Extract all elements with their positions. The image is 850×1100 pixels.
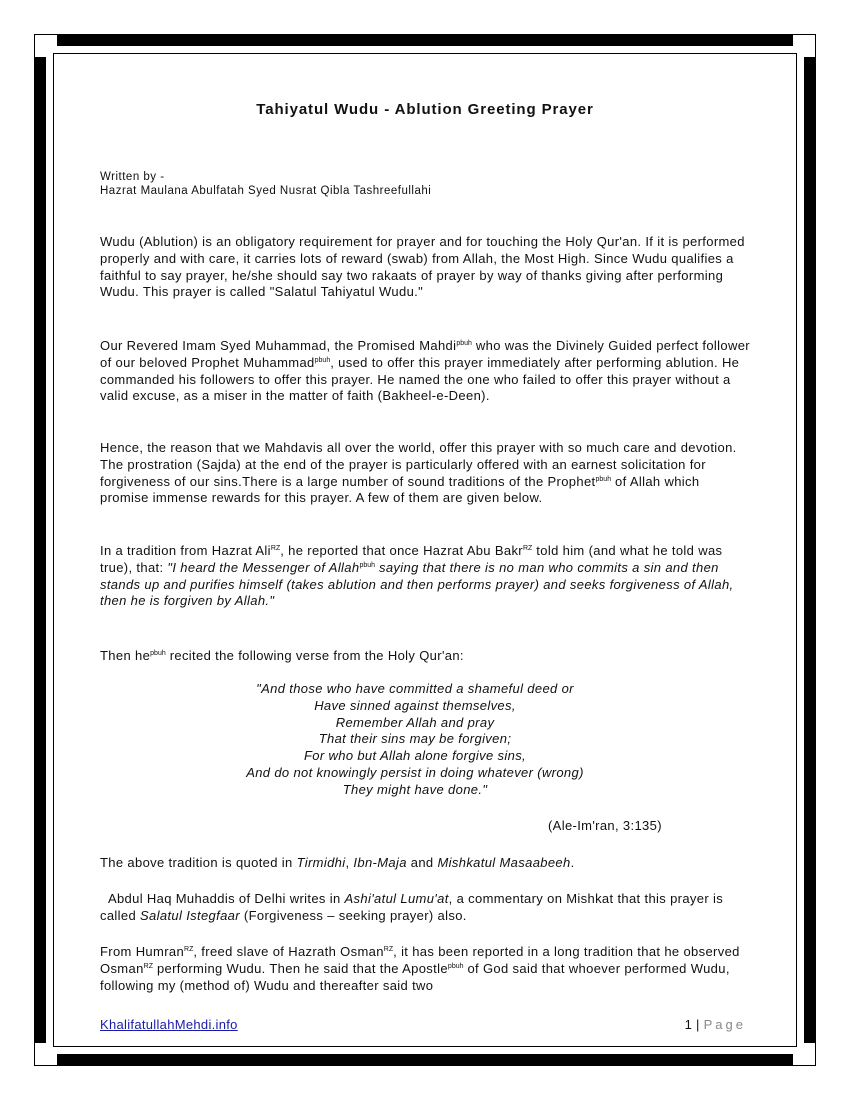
footer-website-link[interactable]: KhalifatullahMehdi.info	[100, 1017, 238, 1032]
page-label: Page	[703, 1017, 746, 1032]
page-border-top	[57, 34, 793, 46]
paragraph-humran: From Humran$^{RZ}$, freed slave of Hazrath Osman$^{RZ}$, it has been reported in a long tradition that he observed Osman$^{RZ}$ performing Wudu. Then he said that the Apostle$^{pbuh}$ of God said that whoever performed Wudu, following my (method of) Wudu and thereafter said two	[100, 944, 740, 993]
page-border-left	[34, 57, 46, 1043]
quran-verse	[200, 681, 630, 799]
paragraph-verse-intro: Then $he^{pbuh}$ recited the following verse from the Holy Qur'an:	[100, 648, 464, 663]
page-separator: |	[692, 1017, 704, 1032]
document-title: Tahiyatul Wudu - Ablution Greeting Prayer	[256, 101, 594, 118]
author-label: Written by -	[100, 171, 165, 183]
page-border-right	[804, 57, 816, 1043]
footer-page-indicator	[685, 1017, 746, 1032]
paragraph-mahdavis: Hence, the reason that we Mahdavis all over the world, offer this prayer with so much care and devotion. The prostration (Sajda) at the end of the prayer is particularly offered with an earnest solicitation for forgiveness of our sins.There is a large number of sound traditions of the Prophet$^{pbuh}$ of Allah which promise immense rewards for this prayer. A few of them are given below.	[100, 440, 737, 506]
author-name: Hazrat Maulana Abulfatah Syed Nusrat Qibla Tashreefullahi	[100, 185, 432, 197]
verse-line: They might have done."	[342, 781, 488, 797]
verse-line: That their sins may be forgiven;	[318, 731, 512, 747]
paragraph-imam: Our Revered Imam Syed Muhammad, the Promised Mahdi$^{pbuh}$ who was the Divinely Guided perfect follower of our beloved Prophet Muhammad$^{pbuh}$, used to offer this prayer immediately after performing ablution. He commanded his followers to offer this prayer. He named the one who failed to offer this prayer without a valid excuse, as a miser in the matter of faith (Bakheel-e-Deen).	[100, 338, 750, 404]
verse-line: Remember Allah and pray	[335, 714, 495, 730]
page-number: 1	[684, 1017, 693, 1032]
paragraph-muhaddis: Abdul Haq Muhaddis of Delhi writes in Ashi'atul Lumu'at, a commentary on Mishkat that this prayer is called Salatul Istegfaar (Forgiveness – seeking prayer) also.	[100, 891, 728, 923]
verse-line: Have sinned against themselves,	[314, 697, 516, 713]
author-block	[100, 170, 750, 198]
paragraph-tradition-ali: In a tradition from Hazrat Ali$^{RZ}$, he reported that once Hazrat Abu Bakr$^{RZ}$ told him (and what he told was true), that: "I heard the Messenger of Allah$^{pbuh}$ saying that there is no man who commits a sin and then stands up and purifies himself (takes ablution and then performs prayer) and seeks forgiveness of Allah, then he is forgiven by Allah."	[100, 543, 734, 609]
page-border-bottom	[57, 1054, 793, 1066]
paragraph-intro: Wudu (Ablution) is an obligatory requirement for prayer and for touching the Holy Qur'an. If it is performed properly and with care, it carries lots of reward (swab) from Allah, the Most High. Since Wudu qualifies a faithful to say prayer, he/she should say two rakaats of prayer by way of thanks giving after performing Wudu. This prayer is called "Salatul Tahiyatul Wudu."	[100, 234, 745, 300]
paragraph-sources: The above tradition is quoted in Tirmidhi, Ibn-Maja and Mishkatul Masaabeeh.	[100, 855, 575, 870]
verse-reference: (Ale-Im'ran, 3:135)	[548, 818, 662, 833]
verse-line: "And those who have committed a shameful deed or	[256, 681, 574, 696]
verse-line: And do not knowingly persist in doing whatever (wrong)	[246, 764, 584, 780]
verse-line: For who but Allah alone forgive sins,	[303, 748, 527, 764]
